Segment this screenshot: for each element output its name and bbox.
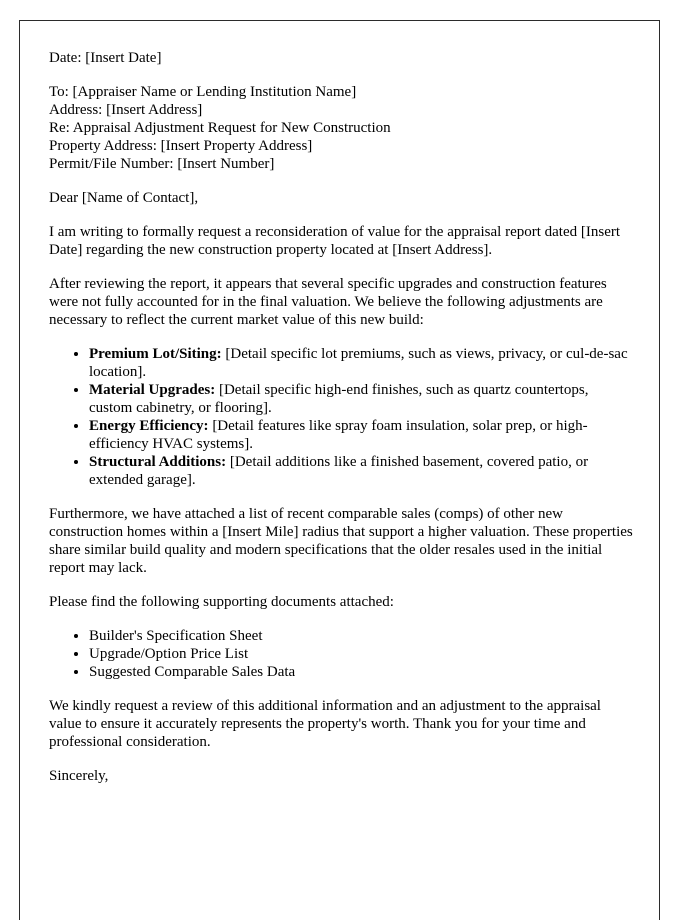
letter-page (19, 20, 660, 920)
attachments-intro: Please find the following supporting documents attached: (49, 594, 394, 610)
property-address-line: Property Address: [Insert Property Address] (49, 138, 313, 154)
signoff: Sincerely, (49, 768, 109, 784)
closing-paragraph: We kindly request a review of this additional information and an adjustment to the appraisal value to ensure it accurately represents the property's worth. Thank you for your time and professional consideration. (49, 698, 601, 750)
list-item (89, 453, 633, 489)
adjustment-title: Structural Additions: (89, 454, 227, 470)
date-line: Date: [Insert Date] (49, 50, 162, 66)
recipient-block (49, 83, 633, 173)
permit-line: Permit/File Number: [Insert Number] (49, 156, 275, 172)
adjustment-detail: [Detail features like spray foam insulation, solar prep, or high-efficiency HVAC systems]. (89, 418, 588, 452)
salutation: Dear [Name of Contact], (49, 190, 199, 206)
list-item: • Builder's Specification Sheet (89, 627, 633, 645)
attachments-list (49, 627, 633, 681)
adjustment-detail: [Detail specific lot premiums, such as views, privacy, or cul-de-sac location]. (89, 346, 628, 380)
list-item (89, 381, 633, 417)
adjustment-detail: [Detail specific high-end finishes, such as quartz countertops, custom cabinetry, or flooring]. (89, 382, 589, 416)
adjustments-list (49, 345, 633, 489)
list-item (89, 417, 633, 453)
adjustment-title: Premium Lot/Siting: (89, 346, 222, 362)
comps-paragraph: Furthermore, we have attached a list of recent comparable sales (comps) of other new construction homes within a [Insert Mile] radius that support a higher valuation. These properties share similar build quality and modern specifications that the older resales used in the initial report may lack. (49, 506, 633, 576)
adjustment-title: Energy Efficiency: (89, 418, 209, 434)
letter-body (49, 49, 633, 801)
review-paragraph: After reviewing the report, it appears that several specific upgrades and construction features were not fully accounted for in the final valuation. We believe the following adjustments are necessary to reflect the current market value of this new build: (49, 276, 607, 328)
list-item: • Upgrade/Option Price List (89, 645, 633, 663)
re-line: Re: Appraisal Adjustment Request for New Construction (49, 120, 391, 136)
list-item (89, 345, 633, 381)
adjustment-title: Material Upgrades: (89, 382, 216, 398)
list-item: • Suggested Comparable Sales Data (89, 663, 633, 681)
address-line: Address: [Insert Address] (49, 102, 203, 118)
intro-paragraph: I am writing to formally request a reconsideration of value for the appraisal report dated [Insert Date] regarding the new construction property located at [Insert Address]. (49, 224, 621, 258)
adjustment-detail: [Detail additions like a finished basement, covered patio, or extended garage]. (89, 454, 589, 488)
to-line: To: [Appraiser Name or Lending Institution Name] (49, 84, 357, 100)
